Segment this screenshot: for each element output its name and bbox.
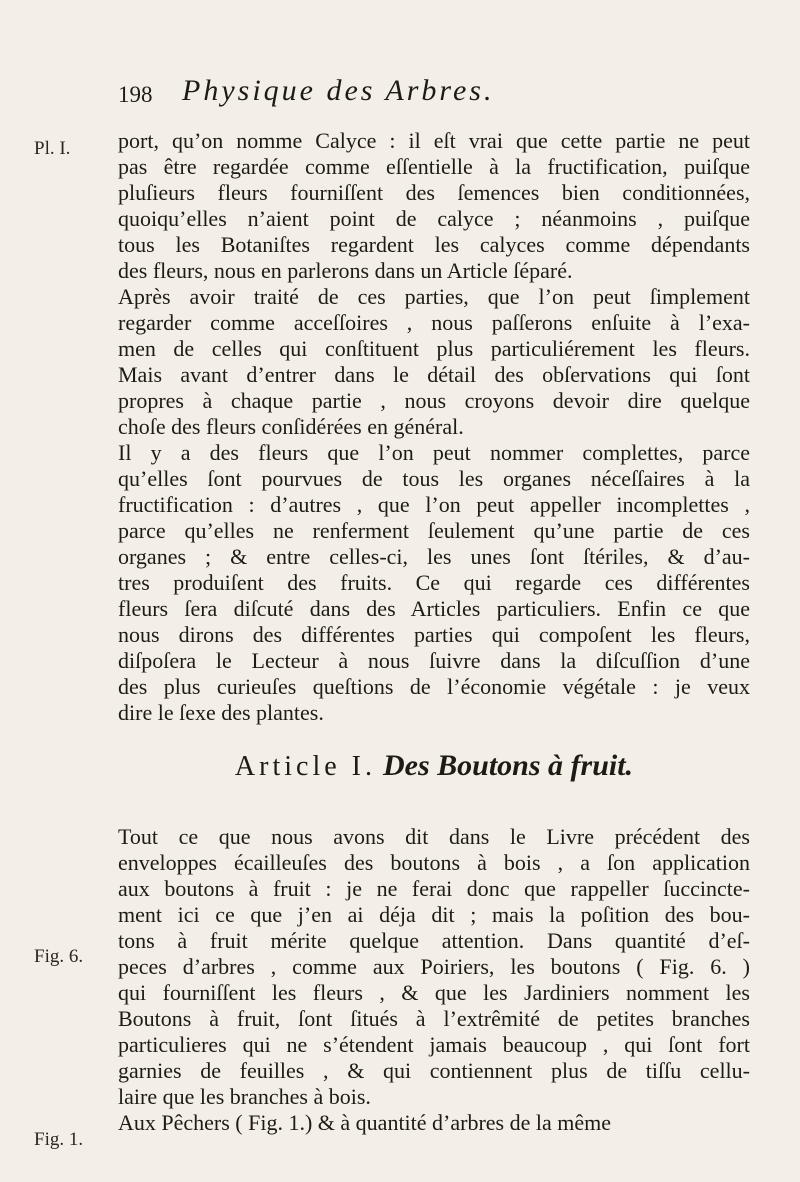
text-line: particulieres qui ne s’étendent jamais beaucoup , qui ſont fort: [118, 1032, 750, 1057]
margin-note-fig-1: Fig. 1.: [34, 1129, 84, 1150]
text-line: ment ici ce que j’en ai déja dit ; mais la poſition des bou-: [118, 902, 750, 927]
text-line: pas être regardée comme eſſentielle à la fructification, puiſque: [118, 154, 750, 179]
text-line: Mais avant d’entrer dans le détail des obſervations qui ſont: [118, 362, 750, 387]
margin-note-fig-6: Fig. 6.: [34, 946, 84, 967]
text-line: enveloppes écailleuſes des boutons à bois , a ſon application: [118, 850, 750, 875]
text-line: tons à fruit mérite quelque attention. Dans quantité d’eſ-: [118, 928, 750, 953]
text-line: fleurs ſera diſcuté dans des Articles particuliers. Enfin ce que: [118, 596, 750, 621]
text-line: laire que les branches à bois.: [118, 1084, 371, 1109]
article-title: Des Boutons à fruit.: [382, 749, 634, 782]
text-line: des plus curieuſes queſtions de l’économie végétale : je veux: [118, 674, 750, 699]
text-line: garnies de feuilles , & qui contiennent plus de tiſſu cellu-: [118, 1058, 750, 1083]
text-line: port, qu’on nomme Calyce : il eſt vrai que cette partie ne peut: [118, 128, 750, 153]
running-title: Physique des Arbres.: [182, 74, 495, 107]
text-line: tous les Botaniſtes regardent les calyces comme dépendants: [118, 232, 750, 257]
page-number: 198: [118, 82, 153, 107]
text-line: men de celles qui conſtituent plus particuliérement les fleurs.: [118, 336, 750, 361]
text-line: aux boutons à fruit : je ne ferai donc que rappeller ſuccincte-: [118, 876, 750, 901]
article-label: Article I.: [234, 751, 376, 782]
text-line: quoiqu’elles n’aient point de calyce ; néanmoins , puiſque: [118, 206, 750, 231]
text-line: fructification : d’autres , que l’on peut appeller incomplettes ,: [118, 492, 750, 517]
running-head: [118, 74, 758, 114]
text-line: diſpoſera le Lecteur à nous ſuivre dans la diſcuſſion d’une: [118, 648, 750, 673]
text-line: Après avoir traité de ces parties, que l’on peut ſimplement: [118, 284, 750, 309]
article-heading: [118, 749, 750, 783]
text-line: choſe des fleurs conſidérées en général.: [118, 414, 464, 439]
text-line: Il y a des fleurs que l’on peut nommer complettes, parce: [118, 440, 750, 465]
text-line: Boutons à fruit, ſont ſitués à l’extrêmité de petites branches: [118, 1006, 750, 1031]
text-line: qu’elles ſont pourvues de tous les organes néceſſaires à la: [118, 466, 750, 491]
text-line: dire le ſexe des plantes.: [118, 700, 324, 725]
text-line: pluſieurs fleurs fourniſſent des ſemences bien conditionnées,: [118, 180, 750, 205]
text-line: qui fourniſſent les fleurs , & que les Jardiniers nomment les: [118, 980, 750, 1005]
text-line: des fleurs, nous en parlerons dans un Article ſéparé.: [118, 258, 573, 283]
paragraphs-intro: [118, 128, 750, 726]
text-line: propres à chaque partie , nous croyons devoir dire quelque: [118, 388, 750, 413]
paragraphs-article: [118, 824, 750, 1136]
margin-note-plate: Pl. I.: [34, 138, 71, 159]
text-line: Aux Pêchers ( Fig. 1.) & à quantité d’arbres de la même: [118, 1110, 612, 1135]
text-line: tres produiſent des fruits. Ce qui regarde ces différentes: [118, 570, 750, 595]
text-line: nous dirons des différentes parties qui compoſent les fleurs,: [118, 622, 750, 647]
text-line: regarder comme acceſſoires , nous paſſerons enſuite à l’exa-: [118, 310, 750, 335]
text-line: Tout ce que nous avons dit dans le Livre précédent des: [118, 824, 750, 849]
text-line: organes ; & entre celles-ci, les unes ſont ſtériles, & d’au-: [118, 544, 750, 569]
text-line: parce qu’elles ne renferment ſeulement qu’une partie de ces: [118, 518, 750, 543]
text-line: peces d’arbres , comme aux Poiriers, les boutons ( Fig. 6. ): [118, 954, 750, 979]
